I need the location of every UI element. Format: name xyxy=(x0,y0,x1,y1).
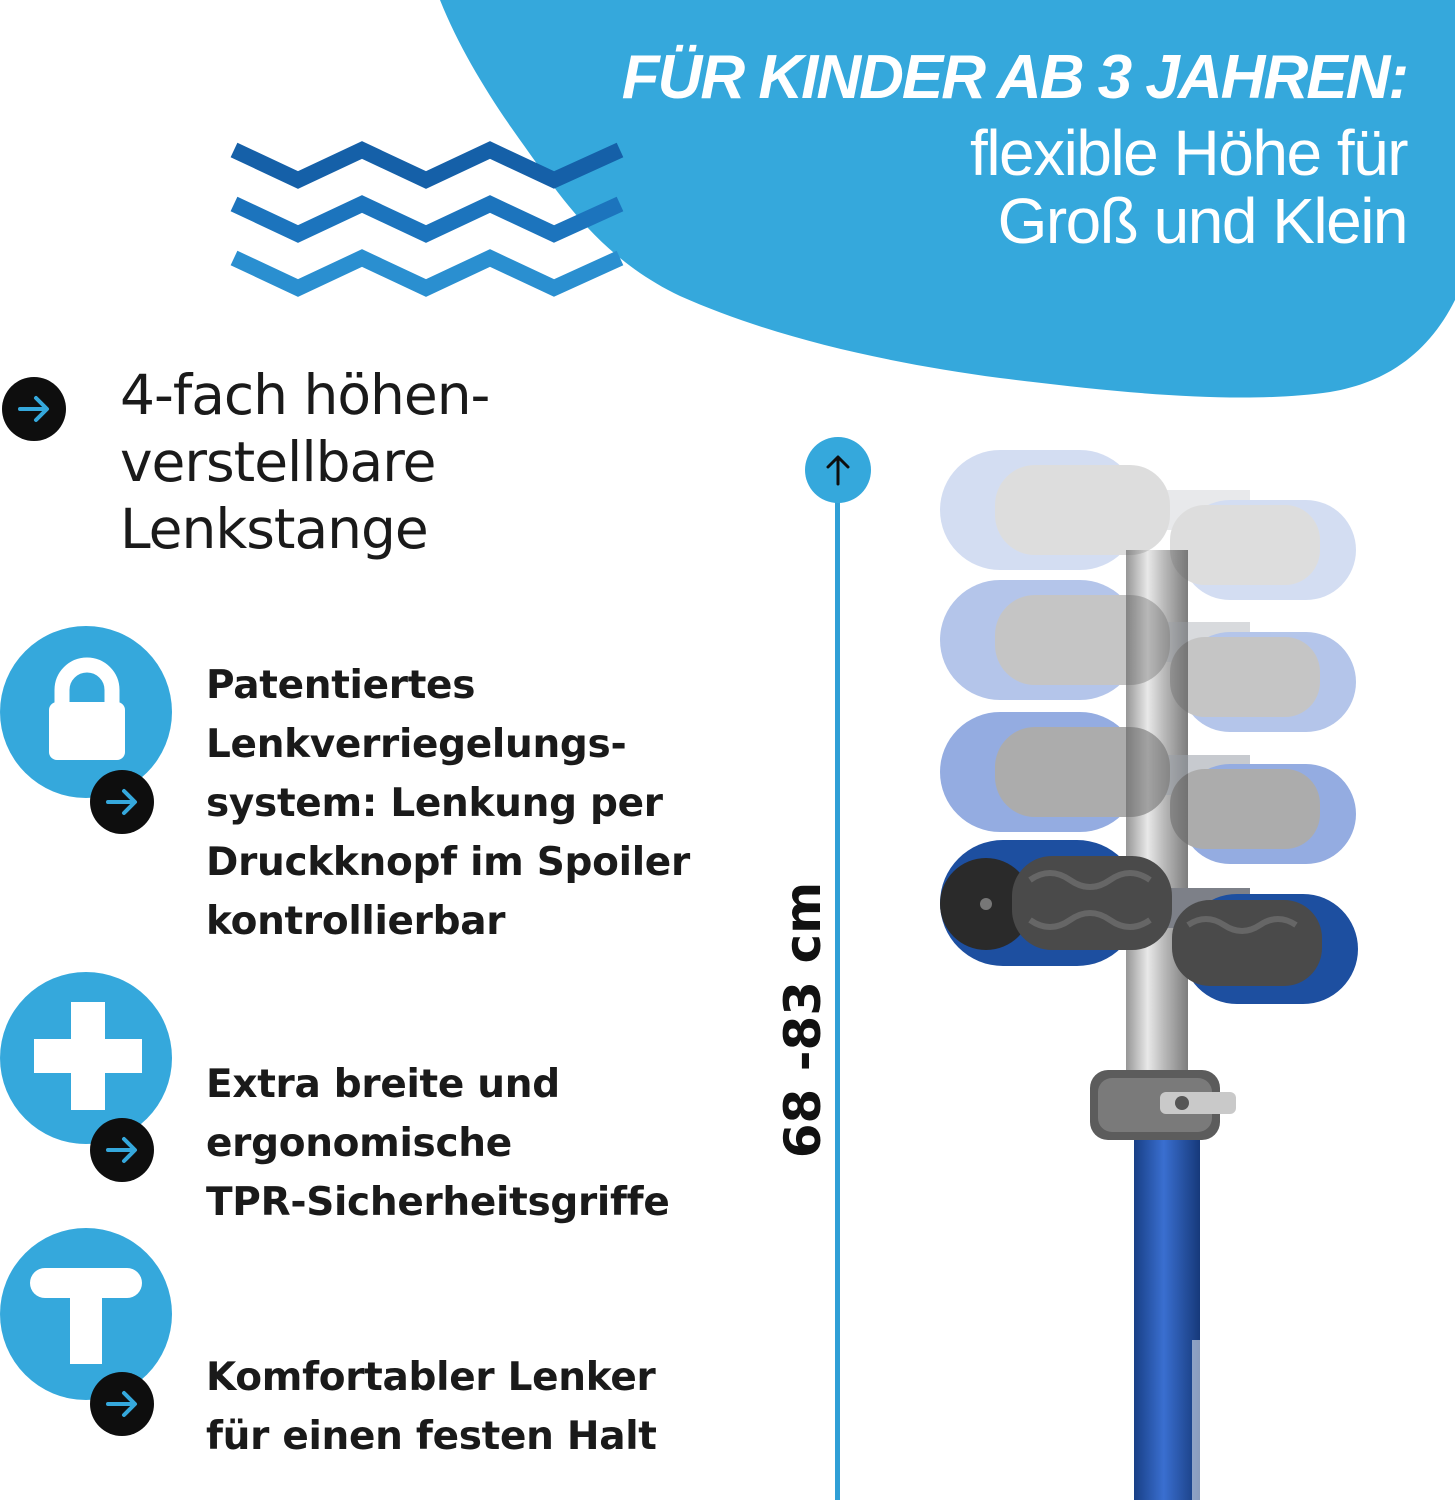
plus-icon xyxy=(0,972,172,1144)
arrow-up-icon xyxy=(820,452,856,488)
main-feature-line: Lenkstange xyxy=(120,497,428,561)
feature-line: system: Lenkung per xyxy=(206,781,663,826)
measurement-arrow-badge xyxy=(805,437,871,503)
hero-subtitle-line-2: Groß und Klein xyxy=(997,185,1407,257)
arrow-right-icon xyxy=(102,1384,142,1424)
feature-tbar-arrow-badge xyxy=(90,1372,154,1436)
main-feature-arrow-badge xyxy=(2,377,66,441)
hero-title: FÜR KINDER AB 3 JAHREN: xyxy=(621,43,1407,112)
scooter-lower-tube xyxy=(1134,1080,1200,1500)
feature-line: Extra breite und xyxy=(206,1062,560,1107)
feature-plus-circle xyxy=(0,972,172,1144)
feature-plus-arrow-badge xyxy=(90,1118,154,1182)
feature-lock-circle xyxy=(0,626,172,798)
scooter-handlebar-icon xyxy=(920,420,1380,1500)
feature-line: kontrollierbar xyxy=(206,899,506,944)
scooter-clamp xyxy=(1090,1070,1236,1140)
feature-line: ergonomische xyxy=(206,1121,512,1166)
arrow-right-icon xyxy=(14,389,54,429)
feature-line: für einen festen Halt xyxy=(206,1414,657,1459)
main-feature-line: verstellbare xyxy=(120,430,436,494)
feature-line: Druckknopf im Spoiler xyxy=(206,840,690,885)
feature-line: Lenkverriegelungs- xyxy=(206,722,627,767)
feature-line: TPR-Sicherheitsgriffe xyxy=(206,1180,670,1225)
feature-tbar-circle xyxy=(0,1228,172,1400)
hero-subtitle-line-1: flexible Höhe für xyxy=(970,117,1407,189)
main-feature-text xyxy=(120,362,680,563)
measurement-label: 68 -83 cm xyxy=(774,881,832,1159)
arrow-right-icon xyxy=(102,1130,142,1170)
feature-line: Patentiertes xyxy=(206,663,476,708)
feature-line: Komfortabler Lenker xyxy=(206,1355,656,1400)
feature-plus-text xyxy=(206,1055,766,1232)
main-feature-line: 4-fach höhen- xyxy=(120,363,490,427)
feature-lock-text xyxy=(206,656,766,951)
feature-tbar-text xyxy=(206,1348,766,1466)
feature-lock-arrow-badge xyxy=(90,770,154,834)
t-bar-icon xyxy=(0,1228,172,1400)
zigzag-waves-icon xyxy=(228,138,628,318)
scooter-tube-decoration xyxy=(1192,1340,1200,1500)
measurement-line xyxy=(835,478,840,1500)
lock-icon xyxy=(0,626,172,798)
arrow-right-icon xyxy=(102,782,142,822)
